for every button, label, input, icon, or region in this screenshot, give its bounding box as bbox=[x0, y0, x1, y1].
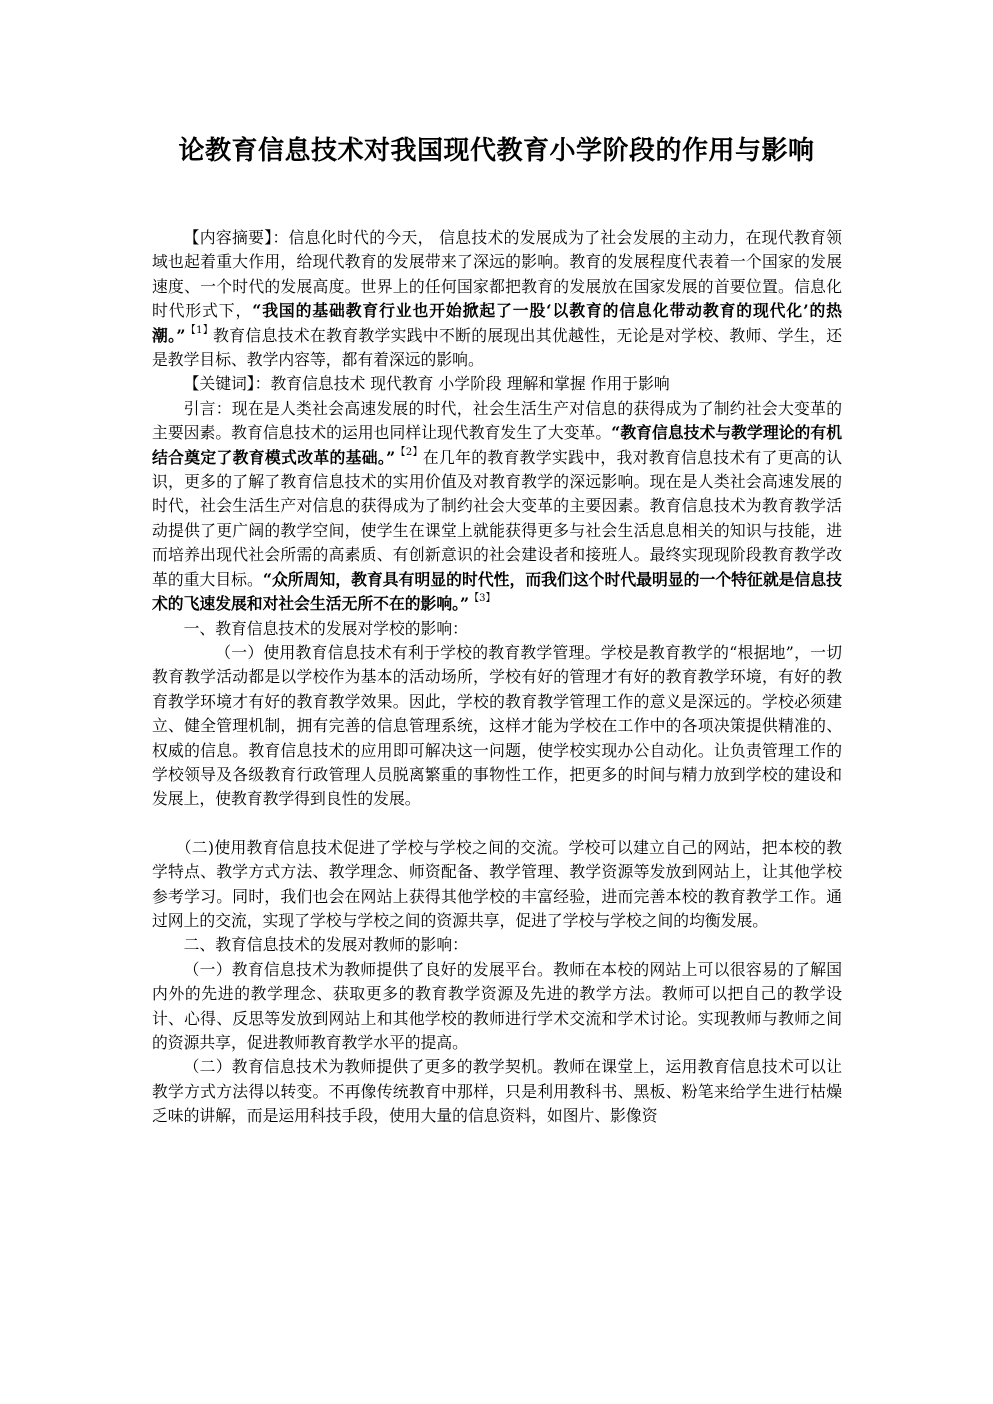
paragraph-gap bbox=[152, 812, 842, 836]
intro-paragraph bbox=[152, 397, 842, 617]
abstract-paragraph bbox=[152, 226, 842, 372]
intro-text-1: 引言：现在是人类社会高速发展的时代，社会生活生产对信息的获得成为了制约社会大变革的主要因素。教育信息技术的运用也同样让现代教育发生了大变革。 bbox=[152, 398, 842, 443]
intro-quote-2: “众所周知，教育具有明显的时代性，而我们这个时代最明显的一个特征就是信息技术的飞速发展和对社会生活无所不在的影响。” bbox=[152, 569, 842, 614]
section-2-heading: 二、教育信息技术的发展对教师的影响： bbox=[183, 935, 468, 955]
document-body bbox=[152, 226, 842, 1129]
abstract-text-2: 教育信息技术在教育教学实践中不断的展现出其优越性，无论是对学校、教师、学生，还是教学目标、教学内容等，都有着深远的影响。 bbox=[152, 325, 842, 370]
abstract-quote: “我国的基础教育行业也开始掀起了一股‘以教育的信息化带动教育的现代化’的热潮。” bbox=[152, 301, 842, 345]
citation-1: 【1】 bbox=[185, 324, 214, 336]
intro-text-2: 在几年的教育教学实践中，我对教育信息技术有了更高的认识，更多的了解了教育信息技术的实用价值及对教育教学的深远影响。现在是人类社会高速发展的时代，社会生活生产对信息的获得成为了制约社会大变革的主要因素。教育信息技术为教育教学活动提供了更广阔的教学空间，使学生在课堂上就能获得更多与社会生活息息相关的知识与技能，进而培养出现代社会所需的高素质、有创新意识的社会建设者和接班人。最终实现现阶段教育教学改革的重大目标。 bbox=[152, 447, 842, 589]
keywords-label: 【关键词】： bbox=[183, 374, 271, 394]
citation-3: 【3】 bbox=[469, 593, 496, 605]
keywords-text: 教育信息技术 现代教育 小学阶段 理解和掌握 作用于影响 bbox=[270, 374, 670, 394]
section-1-paragraph-1: （一）使用教育信息技术有利于学校的教育教学管理。学校是教育教学的“根据地”，一切教育教学活动都是以学校作为基本的活动场所，学校有好的管理才有好的教育教学环境，有好的教育教学环境才有好的教育教学效果。因此，学校的教育教学管理工作的意义是深远的。学校必须建立、健全管理机制，拥有完善的信息管理系统，这样才能为学校在工作中的各项决策提供精准的、权威的信息。教育信息技术的应用即可解决这一问题，使学校实现办公自动化。让负责管理工作的学校领导及各级教育行政管理人员脱离繁重的事物性工作，把更多的时间与精力放到学校的建设和发展上，使教育教学得到良性的发展。 bbox=[152, 642, 842, 809]
section-2-paragraph-1: （一）教育信息技术为教师提供了良好的发展平台。教师在本校的网站上可以很容易的了解国内外的先进的教学理念、获取更多的教育教学资源及先进的教学方法。教师可以把自己的教学设计、心得、反思等发放到网站上和其他学校的教师进行学术交流和学术讨论。实现教师与教师之间的资源共享，促进教师教育教学水平的提高。 bbox=[152, 959, 842, 1052]
section-1-paragraph-2: （二)使用教育信息技术促进了学校与学校之间的交流。学校可以建立自己的网站，把本校的教学特点、教学方式方法、教学理念、师资配备、教学管理、教学资源等发放到网站上，让其他学校参考学习。同时，我们也会在网站上获得其他学校的丰富经验，进而完善本校的教育教学工作。通过网上的交流，实现了学校与学校之间的资源共享，促进了学校与学校之间的均衡发展。 bbox=[152, 837, 842, 930]
document-title: 论教育信息技术对我国现代教育小学阶段的作用与影响 bbox=[178, 136, 815, 166]
keywords-paragraph bbox=[152, 372, 842, 396]
citation-2: 【2】 bbox=[395, 446, 423, 458]
intro-quote-1: “教育信息技术与教学理论的有机结合奠定了教育模式改革的基础。” bbox=[152, 423, 842, 467]
section-1-heading: 一、教育信息技术的发展对学校的影响： bbox=[183, 618, 468, 638]
abstract-label: 【内容摘要】： bbox=[183, 228, 289, 247]
abstract-text-1: 信息化时代的今天， 信息技术的发展成为了社会发展的主动力，在现代教育领域也起着重大作用，给现代教育的发展带来了深远的影响。教育的发展程度代表着一个国家的发展速度、一个时代的发展高度。世界上的任何国家都把教育的发展放在国家发展的首要位置。信息化时代形式下， bbox=[152, 228, 842, 321]
section-2-paragraph-2: （二）教育信息技术为教师提供了更多的教学契机。教师在课堂上，运用教育信息技术可以让教学方式方法得以转变。不再像传统教育中那样，只是利用教科书、黑板、粉笔来给学生进行枯燥乏味的讲解，而是运用科技手段，使用大量的信息资料，如图片、影像资 bbox=[152, 1057, 842, 1126]
